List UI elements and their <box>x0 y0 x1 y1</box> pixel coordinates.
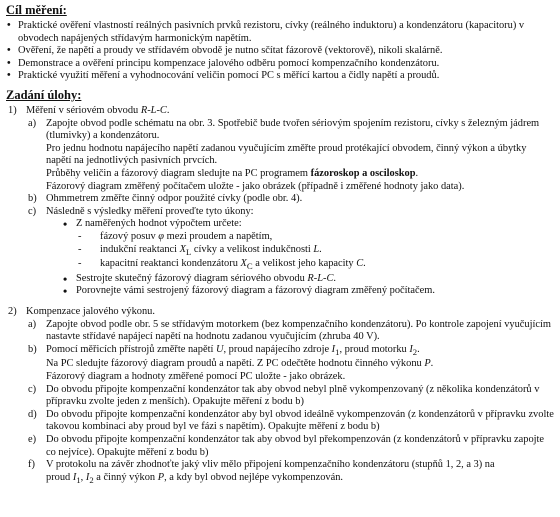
dash-item: - indukční reaktanci $X_L$ cívky a velikost indukčnosti L. <box>76 244 554 259</box>
dash-item: - kapacitní reaktanci kondenzátoru $X_C$ a velikost jeho kapacity C. <box>76 258 554 273</box>
task-2c <box>6 384 554 409</box>
paragraph-line: Fázorový diagram a hodnoty změřené pomocí PC uložte - jako obrázek. <box>46 371 346 383</box>
paragraph-line: Zapojte obvod podle obr. 5 se střídavým motorkem (bez kompenzačního kondenzátoru). Po kontrole zapojení vyučujícím nastavte střídavé napájecí napětí na hodnotu zadanou vyučujícím (zhruba 40 V). <box>46 318 551 343</box>
sub-letter: e) <box>28 434 37 446</box>
task-2 <box>6 306 554 486</box>
paragraph-line: Do obvodu připojte kompenzační kondenzátor tak aby obvod byl překompenzován (z kondenzátorů v přípravku zapojte co nejvíce). Opakujte měření z bodu b) <box>46 434 545 458</box>
goal-item: • Praktické využití měření a vyhodnocování veličin pomocí PC s měřící kartou a čidly napětí a proudů. <box>6 70 554 83</box>
task-2b <box>6 344 554 384</box>
sub-letter: f) <box>28 459 35 471</box>
paragraph-line: Do obvodu připojte kompenzační kondenzátor tak aby obvod nebyl plně vykompenzovaný (z několika kondenzátorů v přípravku zvolte jeden z menších). Opakujte měření z bodu b) <box>46 383 540 408</box>
sub-letter: d) <box>28 408 37 420</box>
paragraph-line: Ohmmetrem změřte činný odpor použité cívky (podle obr. 4). <box>46 193 303 205</box>
sub-letter: a) <box>28 318 37 330</box>
bullet-item: • Sestrojte skutečný fázorový diagram sériového obvodu R-L-C. <box>62 273 554 286</box>
tasks-heading: Zadání úlohy: <box>6 87 82 102</box>
sub-letter: b) <box>28 193 37 205</box>
task-number: 2) <box>8 306 17 318</box>
paragraph-line: proud $I_1$, $I_2$ a činný výkon P, a kdy byl obvod nejlépe vykompenzován. <box>46 471 343 485</box>
paragraph-line: Fázorový diagram změřený počítačem uložte - jako obrázek (případně i změřené hodnoty jako data). <box>46 180 465 192</box>
task-1c-bullets <box>6 218 554 231</box>
task-1c-dash-list <box>6 231 554 273</box>
bullet-item: • Z naměřených hodnot výpočtem určete: <box>62 218 554 231</box>
goals-heading: Cíl měření: <box>6 3 67 17</box>
paragraph-line: Pomocí měřicích přístrojů změřte napětí U, proud napájecího zdroje $I_1$, proud motorku $I_2$. <box>46 343 420 357</box>
goal-item: • Ověření, že napětí a proudy ve střídavém obvodě je nutno sčítat fázorově (vektorově), nikoli skalárně. <box>6 45 554 58</box>
task-1c <box>6 206 554 219</box>
task-1-heading: 1) Měření v sériovém obvodu R-L-C. <box>8 104 170 116</box>
paragraph-line: Následně s výsledky měření proveďte tyto úkony: <box>46 205 254 217</box>
paragraph-line: Průběhy veličin a fázorový diagram sledujte na PC programem fázoroskop a osciloskop. <box>46 167 419 179</box>
task-2a <box>6 319 554 344</box>
paragraph-line: Do obvodu připojte kompenzační kondenzátor aby byl obvod ideálně vykompenzován (z kondenzátorů v přípravku zvolte takovou kombinaci aby proud byl ve fázi s napětím). Opakujte měření z bodu b) <box>46 408 554 433</box>
task-1 <box>6 105 554 298</box>
sub-letter: c) <box>28 383 37 395</box>
paragraph-line: Na PC sledujte fázorový diagram proudů a napětí. Z PC odečtěte hodnotu činného výkonu P. <box>46 358 434 370</box>
task-2-heading: 2) Kompenzace jalového výkonu. <box>8 306 155 318</box>
task-2e <box>6 434 554 459</box>
sub-letter: b) <box>28 343 37 355</box>
paragraph-line: V protokolu na závěr zhodnoťte jaký vliv mělo připojení kompenzačního kondenzátoru (stupňů 1, 2, a 3) na <box>46 459 495 471</box>
task-2f <box>6 459 554 486</box>
sub-letter: c) <box>28 205 37 217</box>
goal-item: • Praktické ověření vlastností reálných pasivních prvků rezistoru, cívky (reálného induktoru) a kondenzátoru (kapacitoru) v obvodech napájených střídavým harmonickým napětím. <box>6 20 554 45</box>
bullet-item: • Porovnejte vámi sestrojený fázorový diagram a fázorový diagram změřený počítačem. <box>62 285 554 298</box>
task-1b <box>6 193 554 206</box>
task-number: 1) <box>8 104 17 116</box>
sub-letter: a) <box>28 117 37 129</box>
document-page <box>6 3 554 487</box>
goal-item: • Demonstrace a ověření principu kompenzace jalového odběru pomocí kompenzačního kondenzátoru. <box>6 58 554 71</box>
dash-item: - fázový posuv φ mezi proudem a napětím, <box>76 231 554 244</box>
task-1a <box>6 118 554 194</box>
task-2d <box>6 409 554 434</box>
paragraph-line: Zapojte obvod podle schématu na obr. 3. Spotřebič bude tvořen sériovým spojením rezistoru, cívky s železným jádrem (tlumivky) a kondenzátoru. <box>46 117 540 142</box>
paragraph-line: Pro jednu hodnotu napájecího napětí zadanou vyučujícím změřte proud protékající obvodem, činný výkon a úbytky napětí na jednotlivých pasivních prvcích. <box>46 142 527 167</box>
task-1c-bullets-2 <box>6 273 554 298</box>
goals-list <box>6 20 554 83</box>
